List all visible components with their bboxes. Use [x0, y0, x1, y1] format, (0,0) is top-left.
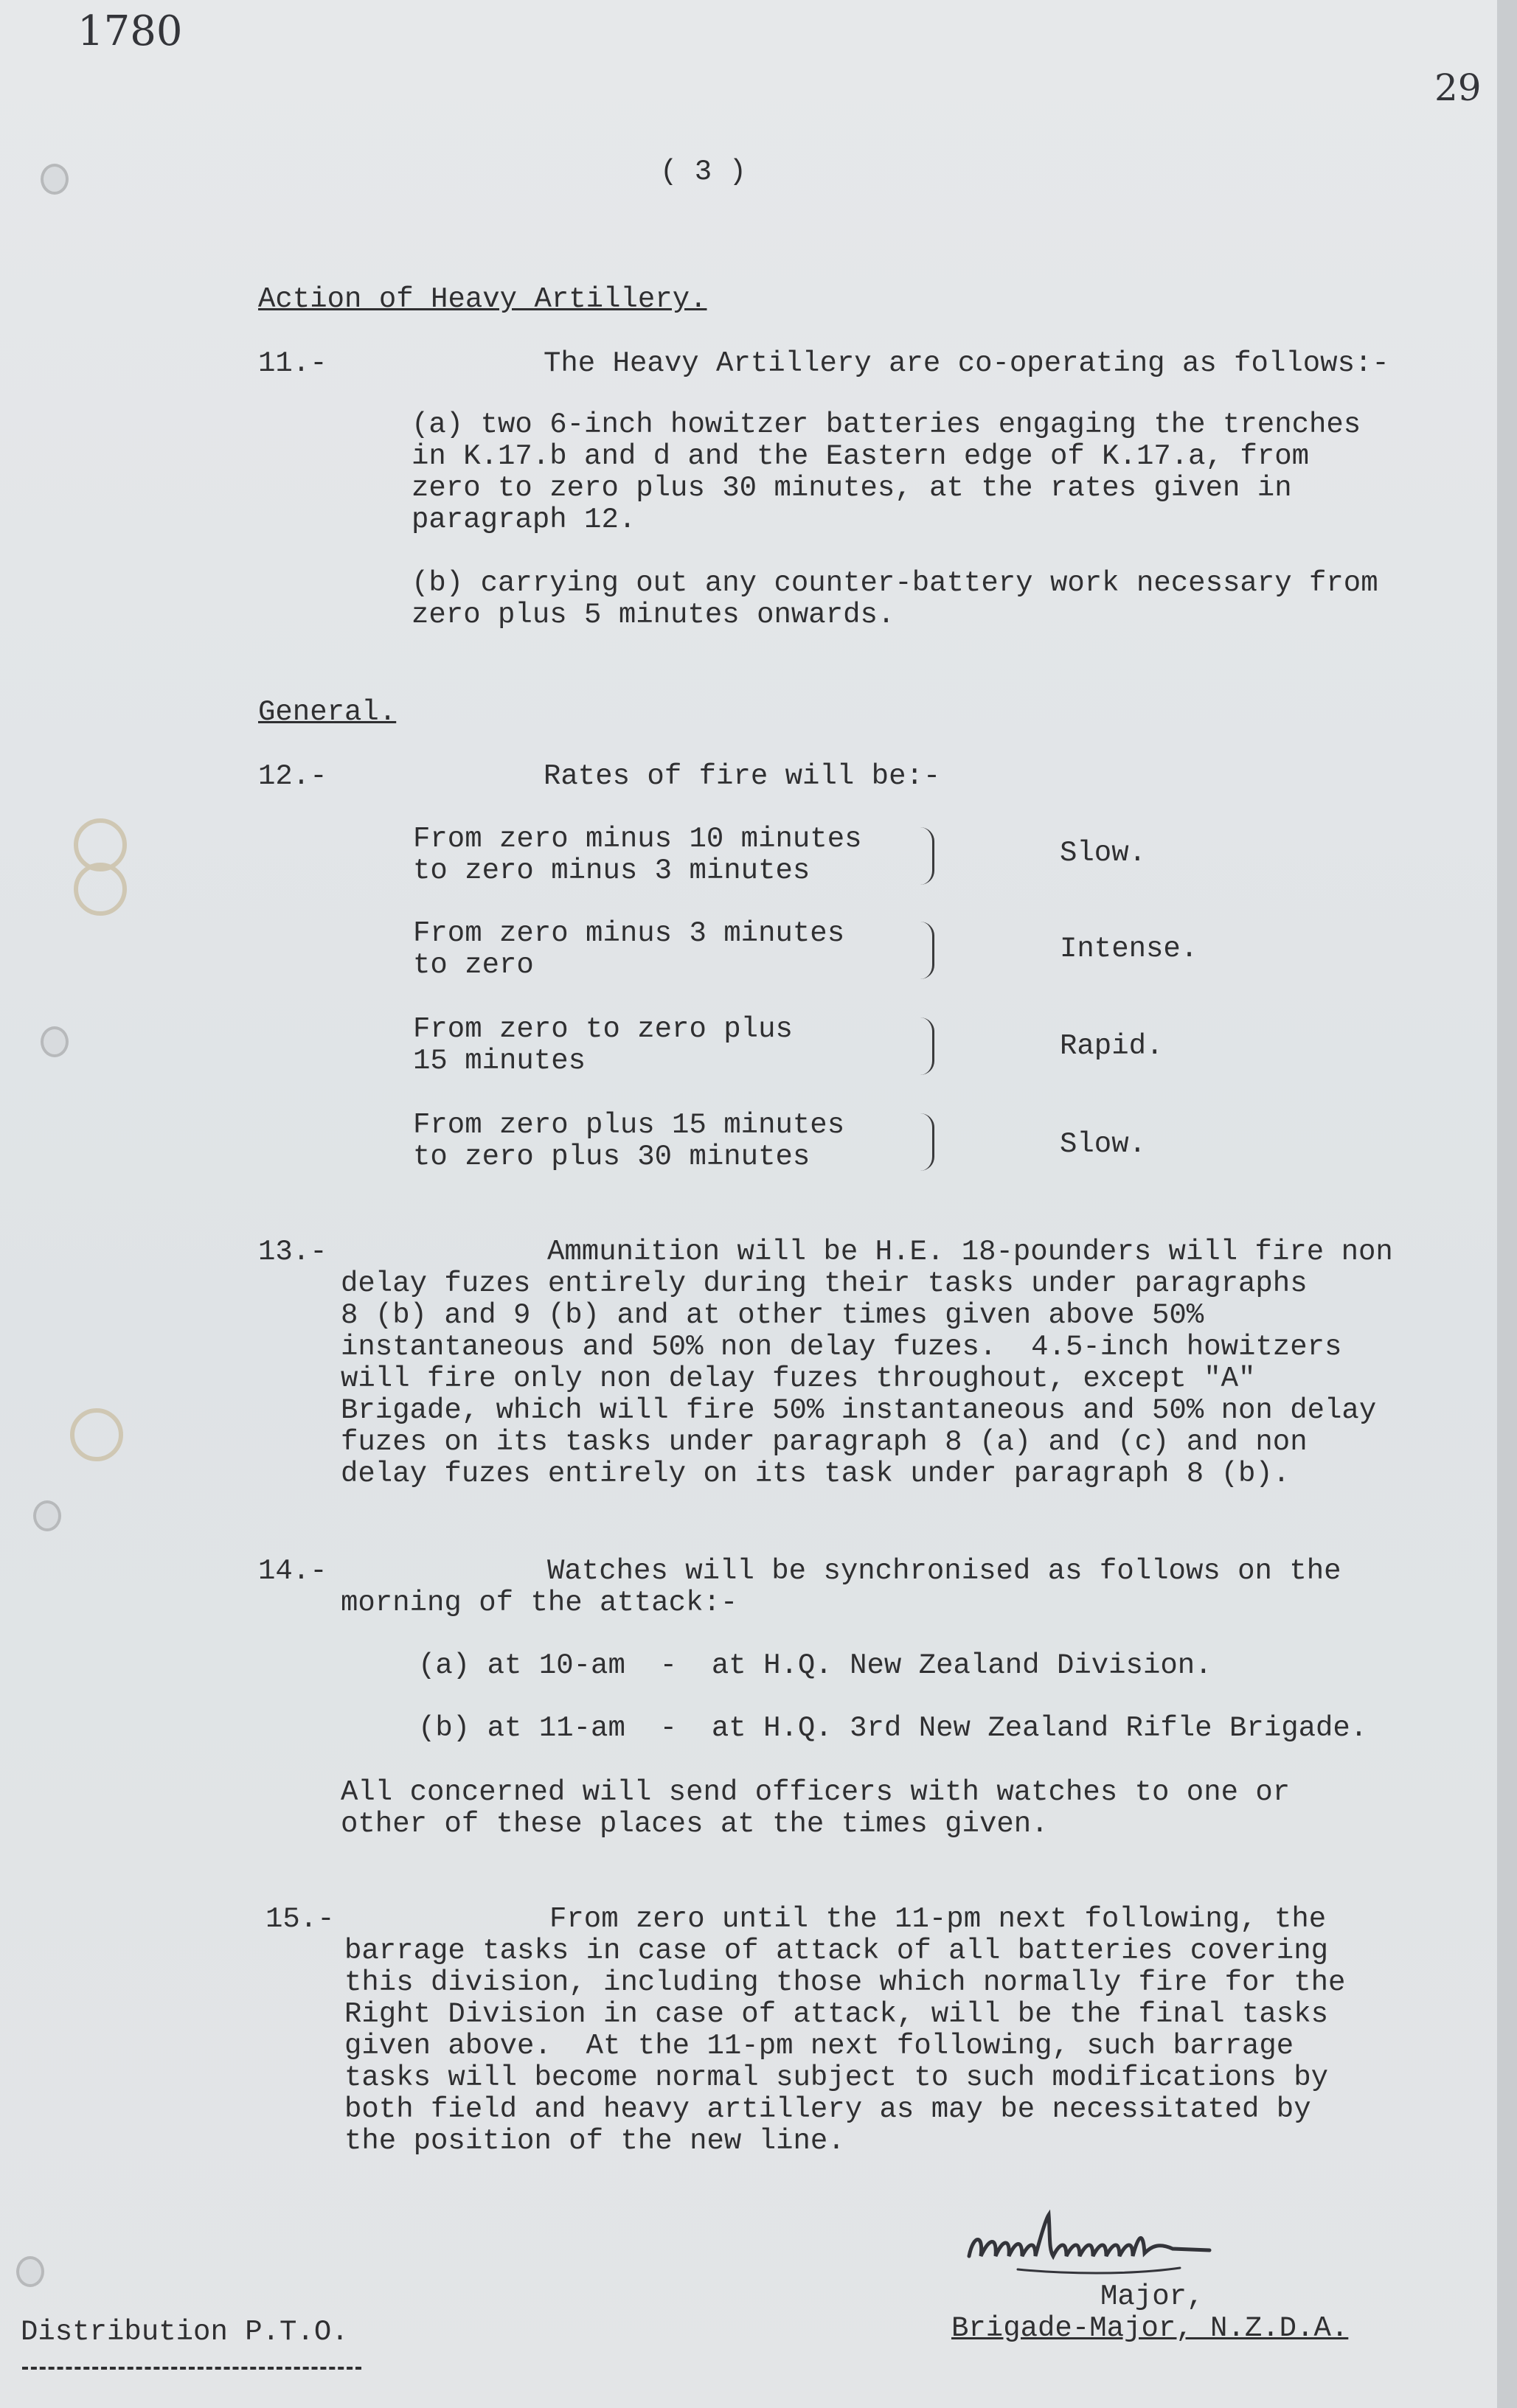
para-11-a-line: zero to zero plus 30 minutes, at the rates given in: [412, 472, 1292, 504]
punch-hole: [41, 164, 69, 195]
punch-hole: [33, 1500, 61, 1531]
para-15-number: 15.-: [265, 1903, 335, 1935]
para-15-line: barrage tasks in case of attack of all batteries covering: [344, 1935, 1329, 1967]
rate-period-line: From zero minus 3 minutes: [413, 917, 845, 950]
para-14-item-a: (a) at 10-am - at H.Q. New Zealand Division.: [418, 1649, 1212, 1682]
brace: [920, 1017, 934, 1075]
para-12-intro: Rates of fire will be:-: [544, 760, 941, 793]
para-14-number: 14.-: [258, 1555, 327, 1587]
para-14-line: morning of the attack:-: [341, 1587, 738, 1619]
para-14-closing: other of these places at the times given.: [341, 1808, 1049, 1840]
para-13-line: fuzes on its tasks under paragraph 8 (a) and (c) and non: [341, 1426, 1308, 1458]
signatory-rank: Major,: [1100, 2280, 1204, 2313]
para-15-line: From zero until the 11-pm next following, the: [549, 1903, 1327, 1935]
distribution-note: Distribution P.T.O.: [21, 2316, 349, 2348]
rate-period-line: to zero minus 3 minutes: [413, 855, 810, 887]
rust-ring: [74, 863, 127, 916]
para-11-b-line: (b) carrying out any counter-battery work necessary from: [412, 567, 1378, 599]
section-heading-general: General.: [258, 696, 397, 728]
para-15-line: tasks will become normal subject to such modifications by: [344, 2061, 1329, 2094]
para-13-line: 8 (b) and 9 (b) and at other times given above 50%: [341, 1299, 1204, 1332]
para-15-line: the position of the new line.: [344, 2125, 845, 2157]
page-edge-shadow: [1497, 0, 1517, 2408]
signatory-title: Brigade-Major, N.Z.D.A.: [951, 2312, 1349, 2345]
para-11-a-line: (a) two 6-inch howitzer batteries engaging the trenches: [412, 408, 1361, 441]
section-heading-heavy-artillery: Action of Heavy Artillery.: [258, 283, 707, 316]
brace: [920, 1113, 934, 1171]
rate-value: Slow.: [1060, 1128, 1147, 1160]
handwritten-signature: [959, 2205, 1283, 2286]
para-13-line: instantaneous and 50% non delay fuzes. 4.5-inch howitzers: [341, 1331, 1342, 1363]
para-13-line: delay fuzes entirely during their tasks under paragraphs: [341, 1267, 1308, 1300]
para-15-line: both field and heavy artillery as may be necessitated by: [344, 2093, 1311, 2126]
para-13-line: Brigade, which will fire 50% instantaneous and 50% non delay: [341, 1394, 1377, 1427]
rate-period-line: From zero minus 10 minutes: [413, 823, 862, 855]
rate-value: Rapid.: [1060, 1030, 1164, 1062]
para-11-a-line: in K.17.b and d and the Eastern edge of K.17.a, from: [412, 440, 1309, 473]
rate-value: Intense.: [1060, 933, 1198, 965]
rate-value: Slow.: [1060, 837, 1147, 869]
brace: [920, 827, 934, 885]
rate-period-line: to zero plus 30 minutes: [413, 1141, 810, 1173]
brace: [920, 922, 934, 979]
para-13-line: delay fuzes entirely on its task under paragraph 8 (b).: [341, 1458, 1291, 1490]
para-11-b-line: zero plus 5 minutes onwards.: [412, 599, 895, 631]
para-15-line: this division, including those which normally fire for the: [344, 1966, 1346, 1999]
para-11-number: 11.-: [258, 347, 327, 380]
para-15-line: given above. At the 11-pm next following, such barrage: [344, 2030, 1294, 2062]
para-13-line: Ammunition will be H.E. 18-pounders will fire non: [547, 1236, 1393, 1268]
rust-ring: [70, 1408, 123, 1461]
para-13-number: 13.-: [258, 1236, 327, 1268]
para-15-line: Right Division in case of attack, will be the final tasks: [344, 1998, 1329, 2031]
para-11-a-line: paragraph 12.: [412, 504, 636, 536]
rate-period-line: to zero: [413, 949, 534, 981]
para-12-number: 12.-: [258, 760, 327, 793]
para-13-line: will fire only non delay fuzes throughout, except "A": [341, 1363, 1256, 1395]
rate-period-line: From zero plus 15 minutes: [413, 1109, 845, 1141]
page-number: ( 3 ): [660, 156, 747, 188]
rate-period-line: 15 minutes: [413, 1045, 586, 1077]
folio-number: 29: [1434, 66, 1482, 109]
file-number: 1780: [77, 7, 183, 55]
punch-hole: [16, 2256, 44, 2287]
para-14-line: Watches will be synchronised as follows on the: [547, 1555, 1341, 1587]
distribution-underline: [22, 2367, 361, 2370]
para-11-intro: The Heavy Artillery are co-operating as follows:-: [544, 347, 1389, 380]
punch-hole: [41, 1026, 69, 1057]
para-14-item-b: (b) at 11-am - at H.Q. 3rd New Zealand Rifle Brigade.: [418, 1712, 1368, 1744]
rate-period-line: From zero to zero plus: [413, 1013, 793, 1045]
para-14-closing: All concerned will send officers with watches to one or: [341, 1776, 1291, 1809]
